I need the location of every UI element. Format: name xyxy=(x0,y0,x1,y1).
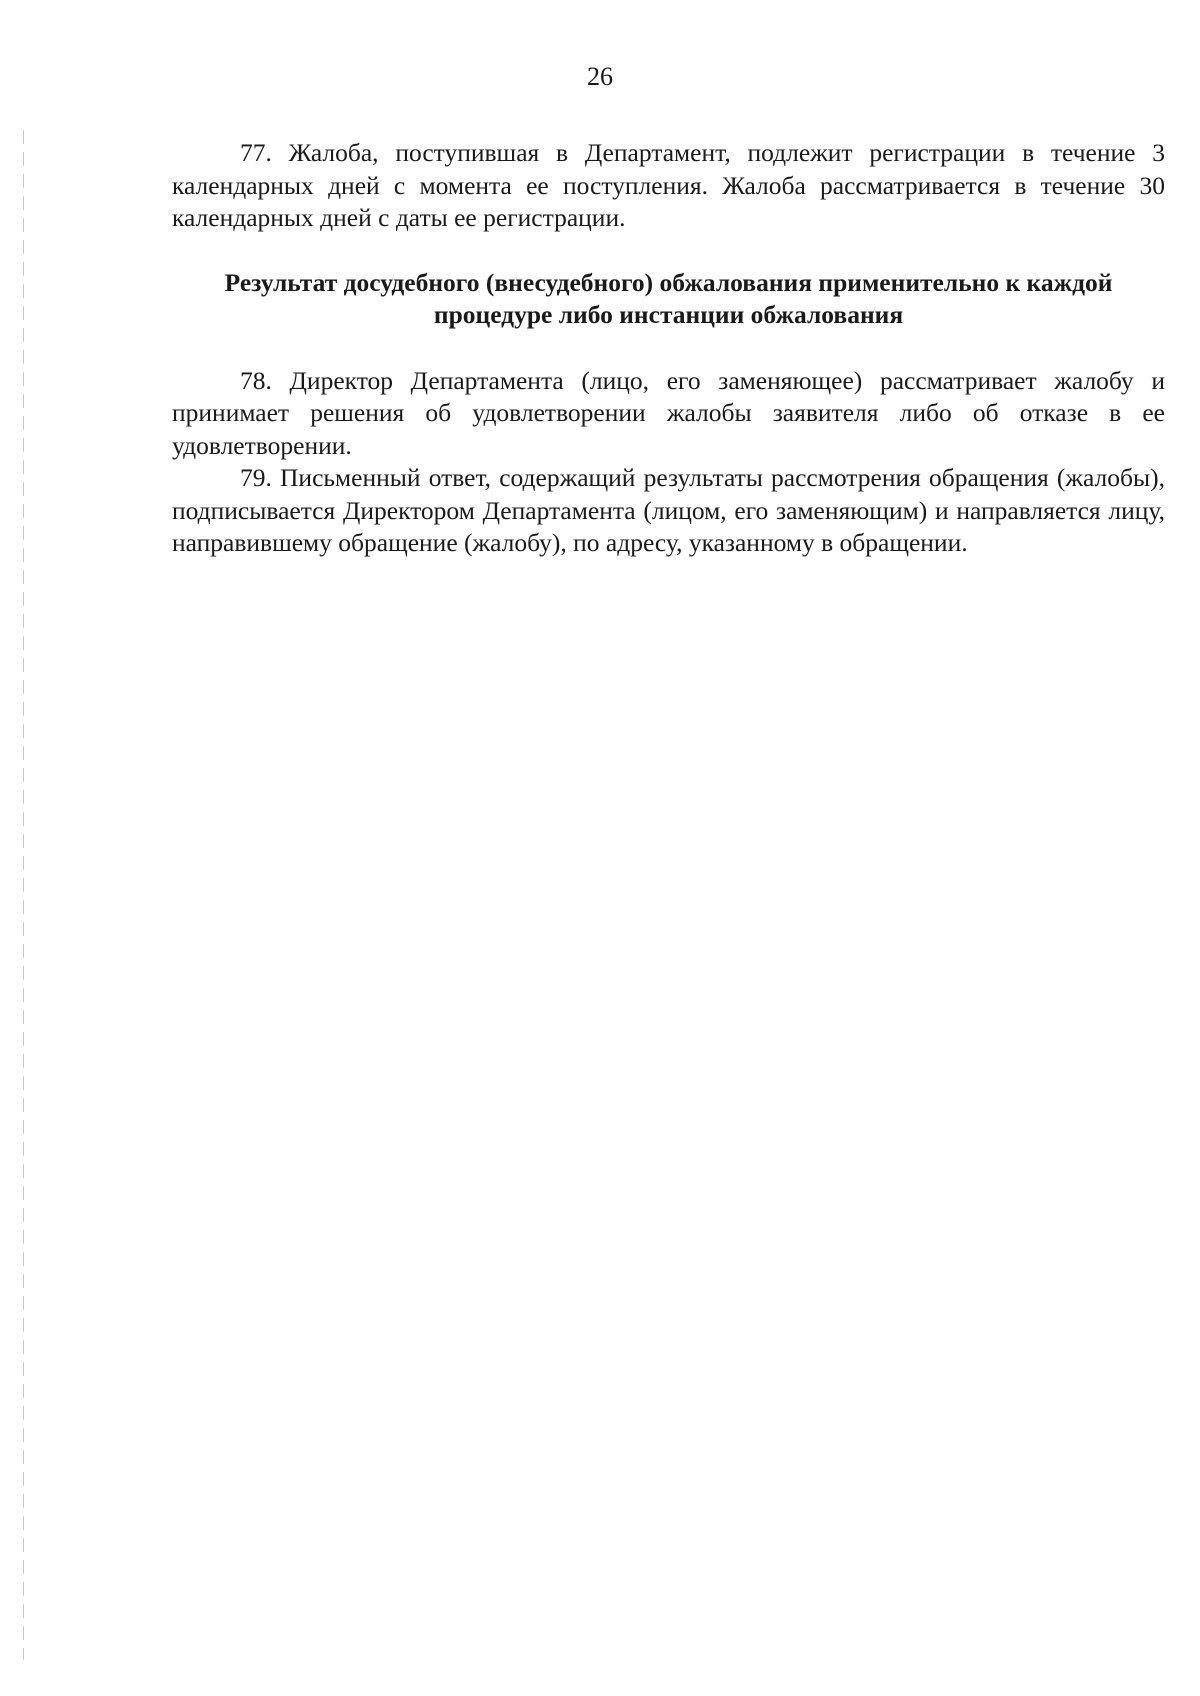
page-number: 26 xyxy=(587,62,613,91)
paragraph-77: 77. Жалоба, поступившая в Департамент, подлежит регистрации в течение 3 календарных дней с момента ее поступления. Жалоба рассматривается в течение 30 календарных дней с даты ее регистрации. xyxy=(172,138,1165,232)
paragraph-79: 79. Письменный ответ, содержащий результаты рассмотрения обращения (жалобы), подписывается Директором Департамента (лицом, его заменяющим) и направляется лицу, направившему обращение (жалобу), по адресу, указанному в обращении. xyxy=(172,463,1165,557)
section-heading: Результат досудебного (внесудебного) обжалования применительно к каждой процедуре либо инстанции обжалования xyxy=(224,267,1113,329)
scan-edge-line xyxy=(23,130,24,1660)
paragraph-78: 78. Директор Департамента (лицо, его заменяющее) рассматривает жалобу и принимает решения об удовлетворении жалобы заявителя либо об отказе в ее удовлетворении. xyxy=(172,365,1165,460)
document-body xyxy=(172,137,1165,560)
